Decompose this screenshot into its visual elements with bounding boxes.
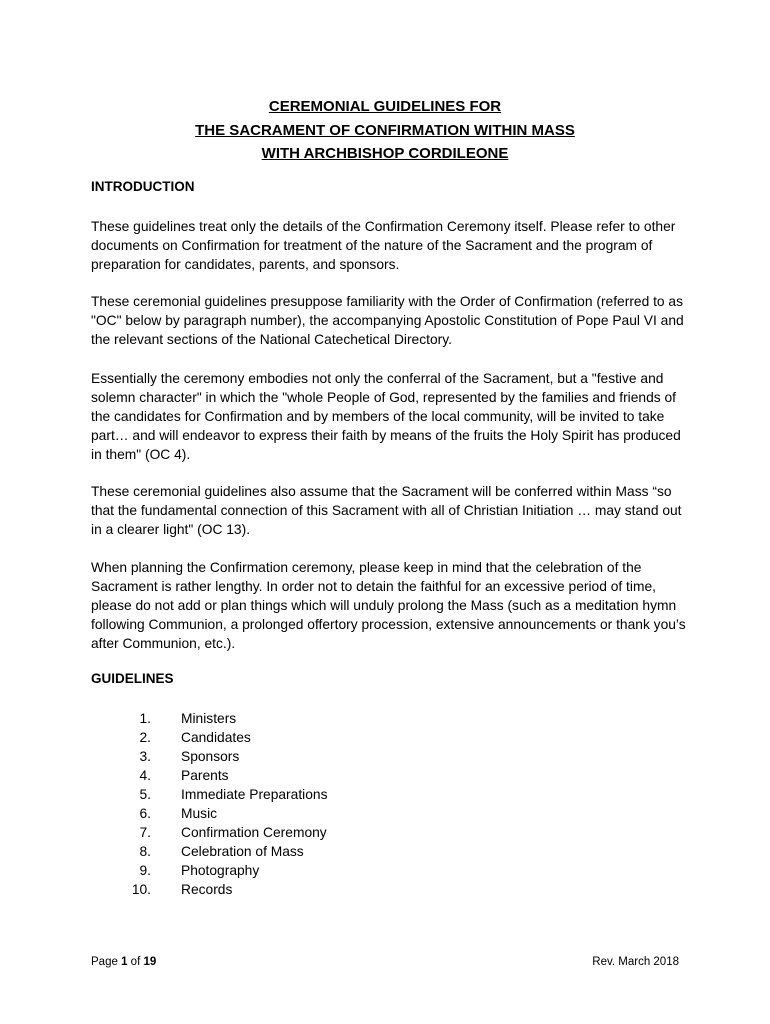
page-total: 19 <box>143 956 157 968</box>
list-item-number: 10. <box>131 882 151 897</box>
title-line-1: CEREMONIAL GUIDELINES FOR <box>268 98 502 115</box>
list-item <box>91 842 327 861</box>
introduction-heading: INTRODUCTION <box>91 179 195 194</box>
list-item-number: 4. <box>139 768 151 783</box>
list-item-label: Music <box>181 806 218 821</box>
list-item-label: Photography <box>181 863 260 878</box>
list-item-label: Ministers <box>181 711 237 726</box>
list-item-number: 5. <box>139 787 151 802</box>
guidelines-heading: GUIDELINES <box>91 671 174 686</box>
list-item <box>91 766 327 785</box>
list-item-number: 8. <box>139 844 151 859</box>
list-item-label: Confirmation Ceremony <box>181 825 327 840</box>
list-item <box>91 785 327 804</box>
title-line-2: THE SACRAMENT OF CONFIRMATION WITHIN MASS <box>195 121 575 139</box>
list-item-label: Immediate Preparations <box>181 787 328 802</box>
intro-paragraph-3: Essentially the ceremony embodies not only the conferral of the Sacrament, but a "festive and solemn character" in which the "whole People of God, represented by the families and friends of the candidates for Confirmation and by members of the local community, will be invited to take part… and will endeavor to express their faith by means of the fruits the Holy Spirit has produced in them" (OC 4). <box>91 371 681 462</box>
list-item <box>91 728 327 747</box>
page-of: of <box>130 956 141 968</box>
list-item <box>91 861 327 880</box>
list-item-number: 6. <box>139 806 151 821</box>
list-item-label: Records <box>181 882 233 897</box>
list-item-number: 3. <box>139 749 151 764</box>
list-item-label: Parents <box>181 768 229 783</box>
intro-paragraph-2: These ceremonial guidelines presuppose familiarity with the Order of Confirmation (referred to as "OC" below by paragraph number), the accompanying Apostolic Constitution of Pope Paul VI and the relevant sections of the National Catechetical Directory. <box>91 294 684 347</box>
page-current: 1 <box>121 956 128 968</box>
list-item <box>91 880 327 899</box>
intro-paragraph-4: These ceremonial guidelines also assume that the Sacrament will be conferred within Mass “so that the fundamental connection of this Sacrament with all of Christian Initiation … may stand out in a clearer light" (OC 13). <box>91 484 682 537</box>
list-item <box>91 709 327 728</box>
list-item-number: 1. <box>139 711 151 726</box>
page-prefix: Page <box>91 956 118 968</box>
list-item-label: Celebration of Mass <box>181 844 304 859</box>
page-number <box>91 956 156 968</box>
list-item <box>91 747 327 766</box>
guidelines-list <box>91 709 327 899</box>
document-title <box>0 95 770 166</box>
list-item-number: 9. <box>139 863 151 878</box>
list-item-number: 7. <box>139 825 151 840</box>
title-line-3: WITH ARCHBISHOP CORDILEONE <box>261 145 509 162</box>
list-item-number: 2. <box>139 730 151 745</box>
list-item <box>91 804 327 823</box>
list-item-label: Sponsors <box>181 749 240 764</box>
list-item-label: Candidates <box>181 730 251 745</box>
revision-date: Rev. March 2018 <box>592 956 679 968</box>
intro-paragraph-1: These guidelines treat only the details of the Confirmation Ceremony itself. Please refer to other documents on Confirmation for treatment of the nature of the Sacrament and the program of preparation for candidates, parents, and sponsors. <box>91 219 676 272</box>
intro-paragraph-5: When planning the Confirmation ceremony, please keep in mind that the celebration of the Sacrament is rather lengthy. In order not to detain the faithful for an excessive period of time, please do not add or plan things which will unduly prolong the Mass (such as a meditation hymn following Communion, a prolonged offertory procession, extensive announcements or thank you’s after Communion, etc.). <box>91 560 686 651</box>
list-item <box>91 823 327 842</box>
